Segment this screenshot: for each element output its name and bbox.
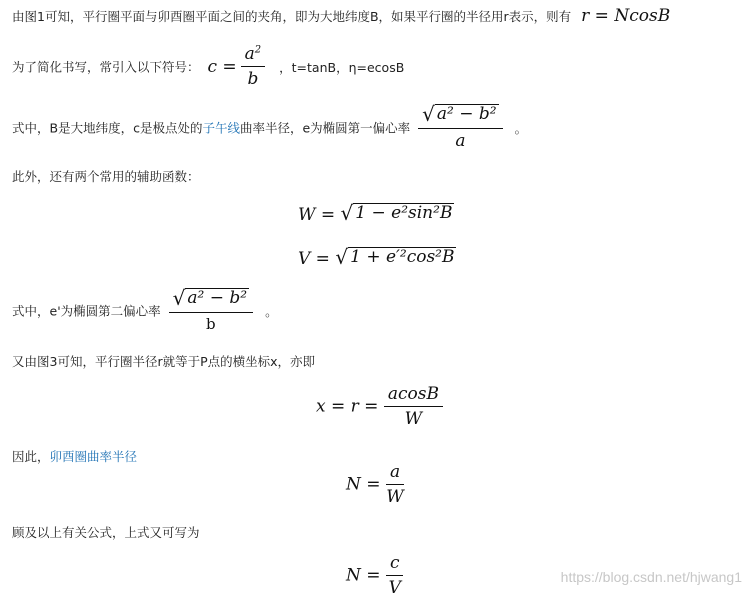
paragraph-8-text: 顾及以上有关公式，上式又可写为 — [12, 525, 200, 540]
n2-lhs: N = — [346, 565, 381, 586]
n2-numerator: c — [386, 553, 404, 576]
equation-n1 — [346, 462, 404, 507]
equation-n2 — [346, 553, 403, 598]
paragraph-5-end: 。 — [265, 303, 278, 319]
c-numerator-exp: 2 — [254, 44, 262, 56]
paragraph-7-pre: 因此， — [12, 449, 50, 464]
equation-v: V = √ 1 + e′²cos²B — [298, 245, 455, 269]
n2-fraction — [386, 553, 404, 598]
e-prime-denominator: b — [206, 315, 216, 333]
paragraph-6 — [12, 352, 315, 370]
e-radicand: a² − b² — [436, 104, 497, 124]
paragraph-8 — [12, 523, 200, 541]
paragraph-5-pre: 式中，e'为椭圆第二偏心率 — [12, 303, 161, 319]
n1-numerator: a — [386, 462, 404, 485]
e-denominator: a — [455, 131, 466, 151]
w-radicand: 1 − e²sin²B — [355, 203, 453, 223]
e-prime-radicand: a² − b² — [187, 288, 248, 308]
paragraph-4 — [12, 167, 200, 185]
paragraph-6-text: 又由图3可知，平行圈半径r就等于P点的横坐标x，亦即 — [12, 354, 316, 369]
e-fraction: √ a² − b² a — [418, 104, 502, 151]
v-lhs: V = — [298, 249, 330, 269]
paragraph-5 — [12, 288, 278, 333]
paragraph-2-text: 为了简化书写，常引入以下符号： — [12, 59, 200, 75]
c-fraction — [241, 44, 266, 89]
paragraph-3-end: 。 — [514, 120, 528, 136]
v-radicand: 1 + e′²cos²B — [350, 247, 455, 267]
paragraph-3-pre: 式中，B是大地纬度，c是极点处的 — [12, 120, 203, 136]
paragraph-1 — [12, 6, 670, 26]
paragraph-7 — [12, 447, 137, 465]
paragraph-2 — [12, 44, 404, 89]
watermark-text: https://blog.csdn.net/hjwang1 — [560, 569, 742, 585]
equation-w: W = √ 1 − e²sin²B — [298, 201, 453, 225]
c-numerator: a — [244, 44, 255, 64]
paragraph-3-mid: 曲率半径，e为椭圆第一偏心率 — [239, 120, 411, 136]
paragraph-4-text: 此外，还有两个常用的辅助函数： — [12, 169, 200, 184]
e-prime-fraction: √ a² − b² b — [169, 288, 253, 333]
prime-vertical-link[interactable]: 卯酉圈曲率半径 — [49, 449, 138, 464]
n1-fraction — [386, 462, 404, 507]
x-lhs: x = r = — [316, 396, 379, 417]
x-fraction — [384, 384, 443, 429]
w-lhs: W = — [298, 205, 336, 225]
c-lhs: c = — [207, 56, 237, 77]
n1-denominator: W — [386, 487, 404, 507]
paragraph-1-text: 由图1可知，平行圈平面与卯酉圈平面之间的夹角，即为大地纬度B，如果平行圈的半径用r表示，则有 — [12, 9, 572, 24]
n1-lhs: N = — [346, 474, 381, 495]
paragraph-3 — [12, 104, 527, 151]
equation-x — [316, 384, 443, 429]
x-numerator: acosB — [384, 384, 443, 407]
n2-denominator: V — [388, 578, 401, 598]
equation-r: r = NcosB — [581, 6, 671, 26]
symbols-text: ，t=tanB，η=ecosB — [279, 59, 405, 75]
meridian-link[interactable]: 子午线 — [202, 120, 240, 136]
c-denominator: b — [247, 69, 259, 89]
x-denominator: W — [404, 409, 423, 429]
